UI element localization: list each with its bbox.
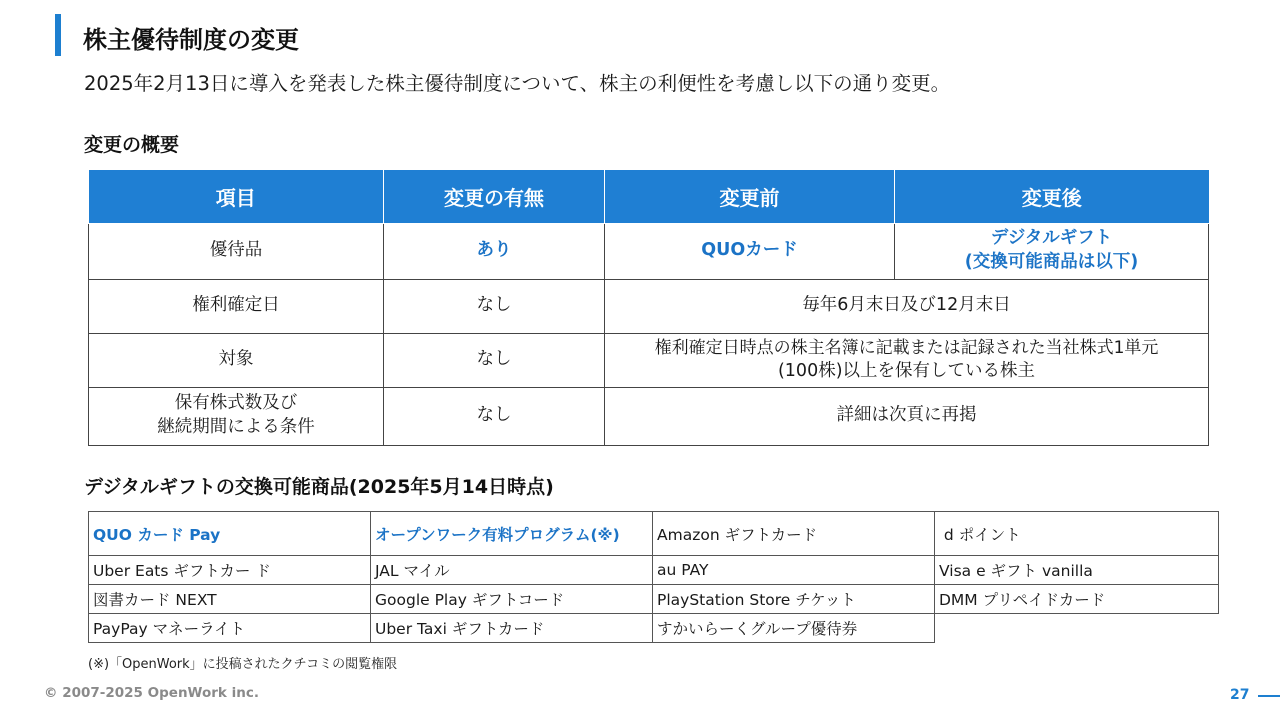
gift-item: Uber Eats ギフトカー ド (89, 556, 371, 585)
gift-item: d ポイント (935, 512, 1219, 556)
gift-item: Amazon ギフトカード (653, 512, 935, 556)
cell-changed: なし (384, 279, 605, 333)
table-row (89, 223, 1209, 279)
gift-item: DMM プリペイドカード (935, 585, 1219, 614)
page-number: 27 (1230, 687, 1250, 703)
gift-item: オープンワーク有料プログラム(※) (371, 512, 653, 556)
gifts-table (88, 511, 1219, 643)
cell-changed: あり (384, 223, 605, 279)
summary-heading: 変更の概要 (84, 134, 180, 156)
table-row (89, 333, 1209, 387)
gift-item: Visa e ギフト vanilla (935, 556, 1219, 585)
gifts-row (89, 512, 1219, 556)
cell-item-line2: 継続期間による条件 (157, 417, 315, 437)
summary-table (88, 170, 1209, 446)
copyright: © 2007-2025 OpenWork inc. (44, 685, 259, 701)
cell-changed: なし (384, 333, 605, 387)
gift-item: Uber Taxi ギフトカード (371, 614, 653, 643)
summary-header-row (89, 170, 1209, 223)
column-header-before: 変更前 (605, 170, 895, 223)
column-header-item: 項目 (89, 170, 384, 223)
page-title: 株主優待制度の変更 (83, 26, 299, 54)
gift-item: すかいらーくグループ優待券 (653, 614, 935, 643)
cell-after (895, 223, 1209, 279)
gifts-heading: デジタルギフトの交換可能商品(2025年5月14日時点) (84, 476, 554, 498)
gift-item: JAL マイル (371, 556, 653, 585)
gift-item: PlayStation Store チケット (653, 585, 935, 614)
cell-item (89, 387, 384, 445)
page-subtitle: 2025年2月13日に導入を発表した株主優待制度について、株主の利便性を考慮し以下の通り変更。 (84, 72, 951, 95)
gift-item-empty (935, 614, 1219, 643)
column-header-after: 変更後 (895, 170, 1209, 223)
cell-value-line1: 権利確定日時点の株主名簿に記載または記録された当社株式1単元 (654, 337, 1159, 358)
gift-item: 図書カード NEXT (89, 585, 371, 614)
gift-item: Google Play ギフトコード (371, 585, 653, 614)
gifts-row (89, 614, 1219, 643)
page-number-line (1258, 695, 1280, 697)
column-header-changed: 変更の有無 (384, 170, 605, 223)
gift-item: QUO カード Pay (89, 512, 371, 556)
cell-before: QUOカード (605, 223, 895, 279)
gift-item: au PAY (653, 556, 935, 585)
cell-item: 権利確定日 (89, 279, 384, 333)
cell-value: 毎年6月末日及び12月末日 (605, 279, 1209, 333)
gift-item: PayPay マネーライト (89, 614, 371, 643)
gifts-row (89, 556, 1219, 585)
footnote: (※)「OpenWork」に投稿されたクチコミの閲覧権限 (88, 657, 398, 672)
table-row (89, 279, 1209, 333)
cell-value-line2: (100株)以上を保有している株主 (777, 360, 1036, 381)
cell-changed: なし (384, 387, 605, 445)
cell-item: 対象 (89, 333, 384, 387)
cell-value (605, 333, 1209, 387)
cell-after-line2: (交換可能商品は以下) (964, 252, 1139, 272)
gifts-row (89, 585, 1219, 614)
cell-after-line1: デジタルギフト (990, 228, 1113, 249)
cell-item: 優待品 (89, 223, 384, 279)
title-accent-bar (55, 14, 61, 56)
cell-item-line1: 保有株式数及び (174, 393, 298, 414)
cell-value: 詳細は次頁に再掲 (605, 387, 1209, 445)
table-row (89, 387, 1209, 445)
